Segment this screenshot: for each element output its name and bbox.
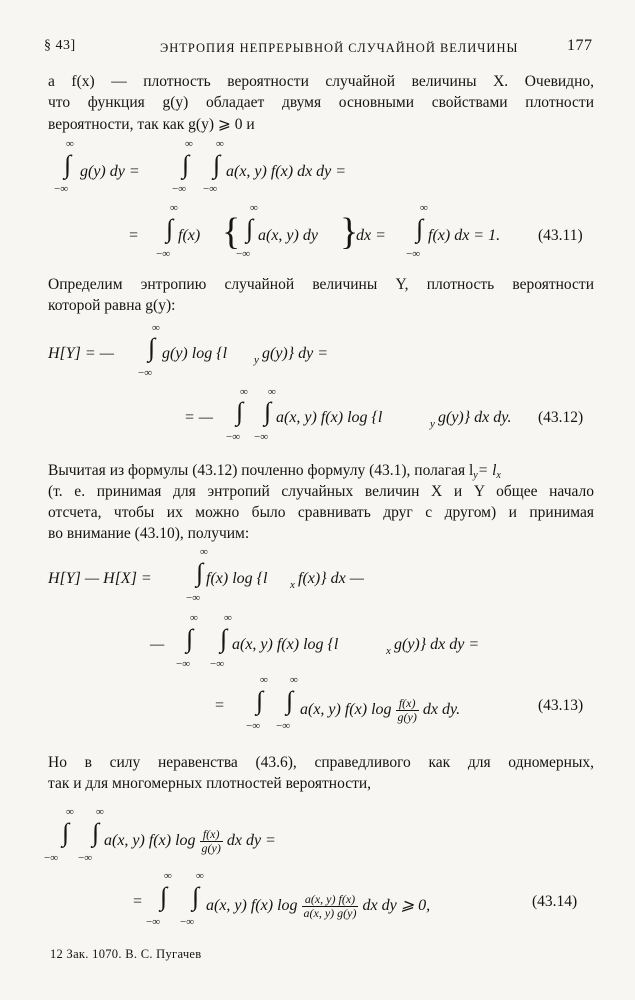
subscript: y — [254, 354, 259, 366]
eq-text: a(x, y) f(x) log {l — [276, 409, 383, 426]
upper-limit: ∞ — [66, 806, 74, 818]
eq-text: H[Y] = — — [48, 345, 114, 362]
left-brace: { — [222, 211, 241, 253]
fraction — [302, 893, 359, 920]
lower-limit: −∞ — [180, 916, 195, 928]
upper-limit: ∞ — [420, 202, 428, 214]
lower-limit: −∞ — [210, 658, 225, 670]
equation-number: (43.14) — [532, 893, 578, 910]
text-line: во внимание (43.10), получим: — [48, 525, 250, 542]
integral-sign: ∫ — [62, 818, 70, 847]
lower-limit: −∞ — [254, 431, 269, 443]
eq-text: = — [214, 697, 225, 714]
numerator: f(x) — [396, 697, 419, 711]
lower-limit: −∞ — [203, 183, 218, 195]
upper-limit: ∞ — [66, 138, 74, 150]
lower-limit: −∞ — [276, 720, 291, 732]
eq-text: f(x) dx = 1. — [428, 227, 501, 244]
fraction — [396, 697, 419, 724]
subscript: x — [290, 579, 295, 591]
eq-text: f(x)} dx — — [298, 570, 364, 587]
upper-limit: ∞ — [200, 546, 208, 558]
lower-limit: −∞ — [138, 367, 153, 379]
eq-text: = — [128, 227, 139, 244]
eq-text: g(y)} dy = — [262, 345, 329, 362]
eq-text: — — [150, 636, 165, 653]
eq-text: dx dy. — [422, 701, 461, 719]
denominator: g(y) — [201, 841, 221, 855]
lower-limit: −∞ — [44, 852, 59, 864]
equation-number: (43.13) — [538, 697, 584, 714]
eq-text: dx = — [356, 227, 386, 244]
integral-sign: ∫ — [192, 882, 200, 911]
eq-text: a(x, y) dy — [258, 227, 318, 244]
subscript: x — [386, 645, 391, 657]
integral-sign: ∫ — [186, 624, 194, 653]
upper-limit: ∞ — [185, 138, 193, 150]
eq-text — [104, 828, 276, 855]
upper-limit: ∞ — [224, 612, 232, 624]
text-line: Определим энтропию случайной величины Y, плотность вероятности — [48, 276, 594, 293]
eq-text: a(x, y) f(x) dx dy = — [226, 163, 347, 180]
integral-sign: ∫ — [246, 214, 254, 243]
text-line: Но в силу неравенства (43.6), справедливого как для одномерных, — [48, 754, 594, 771]
eq-text — [300, 697, 460, 724]
eq-text: g(y)} dx dy = — [394, 636, 480, 653]
upper-limit: ∞ — [250, 202, 258, 214]
integral-sign: ∫ — [148, 333, 156, 362]
integral-sign: ∫ — [416, 214, 424, 243]
printer-footer: 12 Зак. 1070. В. С. Пугачев — [50, 947, 202, 961]
subscript: y — [430, 418, 435, 430]
numerator: f(x) — [200, 828, 223, 842]
denominator: a(x, y) g(y) — [303, 906, 357, 920]
integral-sign: ∫ — [92, 818, 100, 847]
subscript: y — [473, 470, 478, 481]
lower-limit: −∞ — [172, 183, 187, 195]
text-line: что функция g(y) обладает двумя основными свойствами плотности — [48, 94, 594, 111]
eq-text: dx dy = — [226, 832, 276, 850]
upper-limit: ∞ — [190, 612, 198, 624]
lower-limit: −∞ — [156, 248, 171, 260]
upper-limit: ∞ — [152, 322, 160, 334]
running-title: ЭНТРОПИЯ НЕПРЕРЫВНОЙ СЛУЧАЙНОЙ ВЕЛИЧИНЫ — [160, 41, 519, 55]
text-line — [48, 462, 594, 481]
eq-text: dx dy ⩾ 0, — [362, 897, 431, 915]
integral-sign: ∫ — [64, 150, 72, 179]
integral-sign: ∫ — [166, 214, 174, 243]
denominator: g(y) — [397, 710, 417, 724]
lower-limit: −∞ — [146, 916, 161, 928]
eq-text: = — [132, 893, 143, 910]
eq-text: f(x) — [178, 227, 201, 244]
integral-sign: ∫ — [286, 686, 294, 715]
text-line: вероятности, так как g(y) ⩾ 0 и — [48, 116, 255, 133]
equation-number: (43.12) — [538, 409, 584, 426]
text-line: так и для многомерных плотностей вероятности, — [48, 775, 372, 792]
text-line: а f(x) — плотность вероятности случайной величины X. Очевидно, — [48, 73, 594, 90]
integral-sign: ∫ — [264, 397, 272, 426]
lower-limit: −∞ — [176, 658, 191, 670]
text-line: (т. е. принимая для энтропий случайных величин X и Y общее начало — [48, 483, 594, 500]
eq-text: g(y)} dx dy. — [438, 409, 512, 426]
eq-text: a(x, y) f(x) log {l — [232, 636, 339, 653]
integral-sign: ∫ — [256, 686, 264, 715]
eq-text — [206, 893, 430, 920]
integral-sign: ∫ — [160, 882, 168, 911]
integral-sign: ∫ — [220, 624, 228, 653]
eq-text: = — — [184, 409, 214, 426]
lower-limit: −∞ — [406, 248, 421, 260]
text-span: = l — [477, 462, 497, 479]
integral-sign: ∫ — [213, 150, 221, 179]
right-brace: } — [340, 211, 359, 253]
eq-text: g(y) dy = — [80, 163, 140, 180]
fraction — [200, 828, 223, 855]
upper-limit: ∞ — [164, 870, 172, 882]
section-ref: § 43] — [44, 38, 76, 53]
integral-sign: ∫ — [236, 397, 244, 426]
text-line: которой равна g(y): — [48, 297, 176, 314]
integral-sign: ∫ — [196, 558, 204, 587]
lower-limit: −∞ — [54, 183, 69, 195]
eq-text: a(x, y) f(x) log — [206, 897, 298, 915]
numerator: a(x, y) f(x) — [302, 893, 359, 907]
lower-limit: −∞ — [186, 592, 201, 604]
upper-limit: ∞ — [196, 870, 204, 882]
lower-limit: −∞ — [236, 248, 251, 260]
eq-text: H[Y] — H[X] = — [48, 570, 152, 587]
eq-text: a(x, y) f(x) log — [104, 832, 196, 850]
lower-limit: −∞ — [226, 431, 241, 443]
subscript: x — [496, 470, 501, 481]
page-number: 177 — [567, 37, 593, 54]
eq-text: a(x, y) f(x) log — [300, 701, 392, 719]
upper-limit: ∞ — [170, 202, 178, 214]
integral-sign: ∫ — [182, 150, 190, 179]
eq-text: f(x) log {l — [206, 570, 268, 587]
text-line: отсчета, чтобы их можно было сравнивать друг с другом) и принимая — [48, 504, 594, 521]
lower-limit: −∞ — [78, 852, 93, 864]
upper-limit: ∞ — [260, 674, 268, 686]
equation-number: (43.11) — [538, 227, 583, 244]
text-span: Вычитая из формулы (43.12) почленно формулу (43.1), полагая l — [48, 462, 474, 479]
upper-limit: ∞ — [216, 138, 224, 150]
eq-text: g(y) log {l — [162, 345, 228, 362]
upper-limit: ∞ — [240, 386, 248, 398]
lower-limit: −∞ — [246, 720, 261, 732]
upper-limit: ∞ — [290, 674, 298, 686]
upper-limit: ∞ — [96, 806, 104, 818]
upper-limit: ∞ — [268, 386, 276, 398]
